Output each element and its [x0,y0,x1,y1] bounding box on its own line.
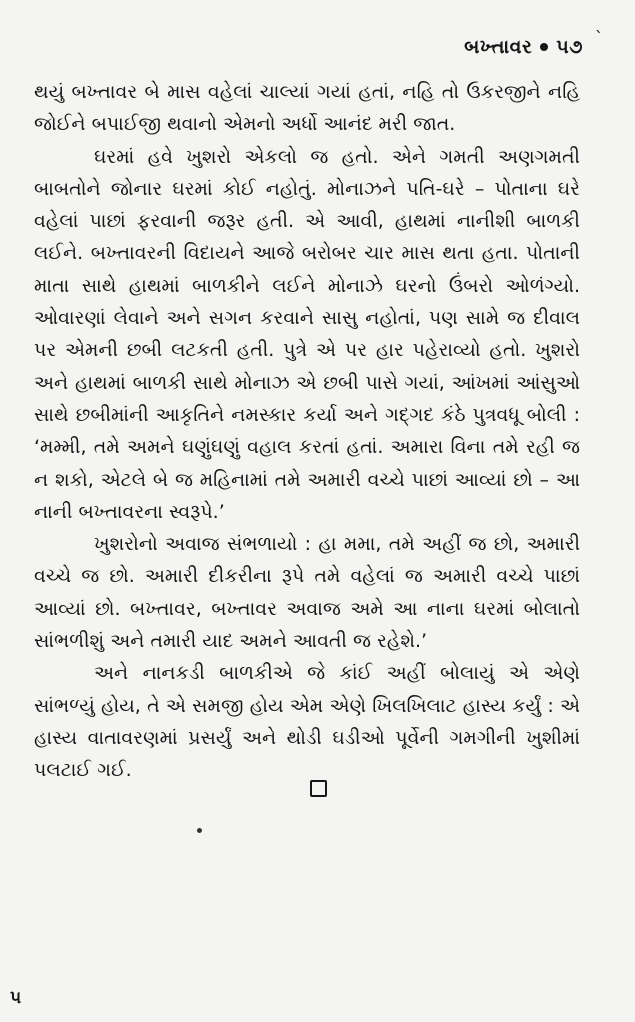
paragraph: અને નાનકડી બાળકીએ જે કાંઈ અહીં બોલાયું એ એણે સાંભળ્યું હોય, તે એ સમજી હોય એમ એણે ખિલખિલાટ હાસ્ય કર્યું : એ હાસ્ય વાતાવરણમાં પ્રસર્યું અને થોડી ઘડીઓ પૂર્વેની ગમગીની ખુશીમાં પલટાઈ ગઈ. [34,662,580,782]
paragraph: ખુશરોનો અવાજ સંભળાયો : હા મમા, તમે અહીં જ છો, અમારી વચ્ચે જ છો. અમારી દીકરીના રૂપે તમે વહેલાં જ અમારી વચ્ચે પાછાં આવ્યાં છો. બખ્તાવર, બખ્તાવર અવાજ અમે આ નાના ઘરમાં બોલાતો સાંભળીશું અને તમારી યાદ અમને આવતી જ રહેશે.’ [34,533,580,653]
end-of-chapter-mark [310,780,327,797]
corner-tick-mark: ` [595,28,603,47]
bullet-separator [540,43,548,51]
paragraph: ઘરમાં હવે ખુશરો એકલો જ હતો. એને ગમતી અણગમતી બાબતોને જોનાર ઘરમાં કોઈ નહોતું. મોનાઝને પતિ-ઘરે – પોતાના ઘરે વહેલાં પાછાં ફરવાની જરૂર હતી. એ આવી, હાથમાં નાનીશી બાળકી લઈને. બખ્તાવરની વિદાયને આજે બરોબર ચાર માસ થતા હતા. પોતાની માતા સાથે હાથમાં બાળકીને લઈને મોનાઝે ઘરનો ઉંબરો ઓળંગ્યો. ઓવારણાં લેવાને અને સગન કરવાને સાસુ નહોતાં, પણ સામે જ દીવાલ પર એમની છબી લટકતી હતી. પુત્રે એ પર હાર પહેરાવ્યો હતો. ખુશરો અને હાથમાં બાળકી સાથે મોનાઝ એ છબી પાસે ગયાં, આંખમાં આંસુઓ સાથે છબીમાંની આકૃતિને નમસ્કાર કર્યા અને ગદ્ગદ કંઠે પુત્રવધૂ બોલી : ‘મમ્મી, તમે અમને ઘણુંઘણું વહાલ કરતાં હતાં. અમારા વિના તમે રહી જ ન શકો, એટલે બે જ મહિનામાં તમે અમારી વચ્ચે પાછાં આવ્યાં છો – આ નાની બખ્તાવરના સ્વરૂપે.’ [34,145,580,523]
paragraph: થયું બખ્તાવર બે માસ વહેલાં ચાલ્યાં ગયાં હતાં, નહિ તો ઉકરજીને નહિ જોઈને બપાઈજી થવાનો એમનો અર્ધો આનંદ મરી જાત. [34,81,580,136]
page-number: ૫૭ [556,36,583,58]
print-speck [197,828,202,833]
running-head-title: બખ્તાવર [464,36,533,58]
footer-signature-mark: ૫ [10,988,22,1008]
running-head [464,36,583,58]
body-text [34,76,580,787]
